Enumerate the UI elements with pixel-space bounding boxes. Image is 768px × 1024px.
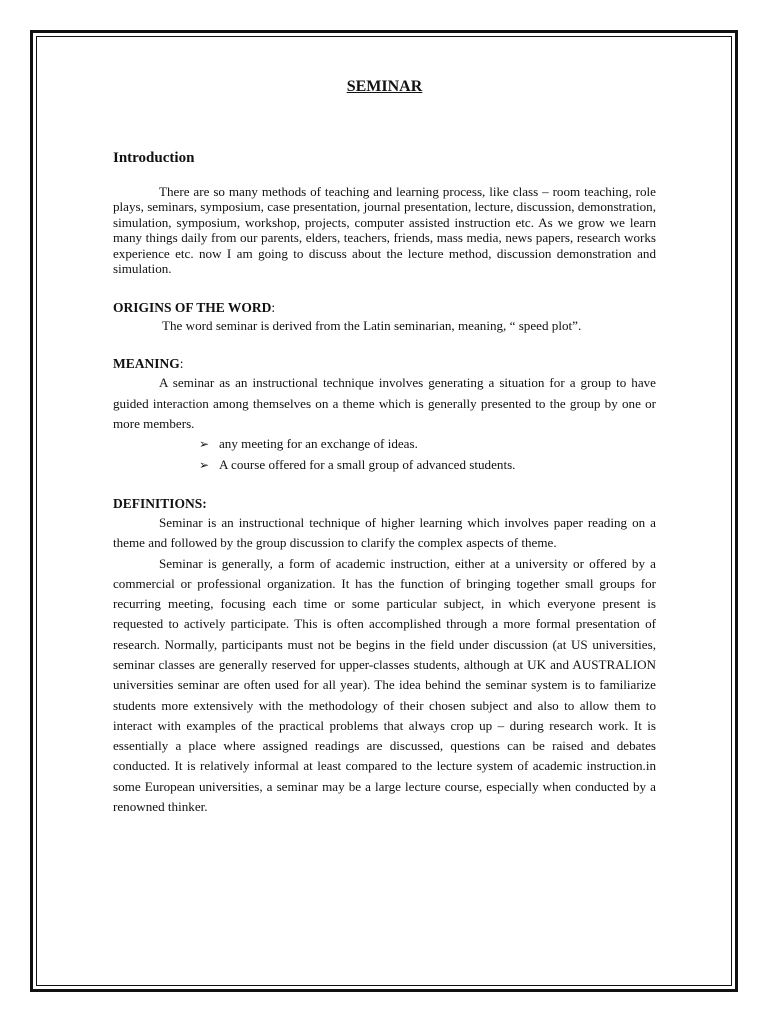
meaning-bullet-list [113,434,656,475]
meaning-heading-text: MEANING [113,356,180,372]
list-item [199,434,656,454]
meaning-heading-colon: : [179,356,184,372]
list-item [199,455,656,475]
definitions-paragraph-1: Seminar is an instructional technique of higher learning which involves paper reading on a theme and followed by the group discussion to clarify the complex aspects of theme. [113,514,656,551]
document-body [113,76,656,817]
bullet-text: A course offered for a small group of advanced students. [219,456,516,472]
document-title: SEMINAR [346,78,423,95]
bullet-text: any meeting for an exchange of ideas. [219,436,418,452]
meaning-heading [113,355,656,373]
arrow-bullet-icon: ➢ [199,457,210,472]
origins-heading [113,299,656,317]
meaning-paragraph: A seminar as an instructional technique involves generating a situation for a group to have guided interaction among themselves on a theme which is generally presented to the group by one or more members. [113,375,656,432]
arrow-bullet-icon: ➢ [199,437,210,452]
introduction-paragraph: There are so many methods of teaching and learning process, like class – room teaching, role plays, seminars, symposium, case presentation, journal presentation, lecture, discussion, demonstration, simulation, symposium, workshop, projects, computer assisted instruction etc. As we grow we learn many things daily from our parents, elders, teachers, friends, mass media, news papers, research works experience etc. now I am going to discuss about the lecture method, discussion demonstration and simulation. [113,184,656,277]
definitions-paragraph-2: Seminar is generally, a form of academic instruction, either at a university or offered by a commercial or professional organization. It has the function of bringing together small groups for recurring meeting, focusing each time or some particular subject, in which everyone present is requested to actively participate. This is often accomplished through a more formal presentation of research. Normally, participants must not be begins in the field under discussion (at US universities, seminar classes are generally reserved for upper-classes students, although at UK and AUSTRALION universities seminar are often used for all year). The idea behind the seminar system is to familiarize students more extensively with the methodology of their chosen subject and also to allow them to interact with examples of the practical problems that always crop up – during research work. It is essentially a place where assigned readings are discussed, questions can be raised and debates conducted. It is relatively informal at least compared to the lecture system of academic instruction.in some European universities, a seminar may be a large lecture course, especially when conducted by a renowned thinker. [113,555,656,815]
origins-text: The word seminar is derived from the Latin seminarian, meaning, “ speed plot”. [162,318,582,334]
origins-heading-colon: : [271,300,276,316]
introduction-heading: Introduction [113,150,195,166]
definitions-heading: DEFINITIONS: [113,495,207,511]
origins-heading-text: ORIGINS OF THE WORD [113,300,272,316]
